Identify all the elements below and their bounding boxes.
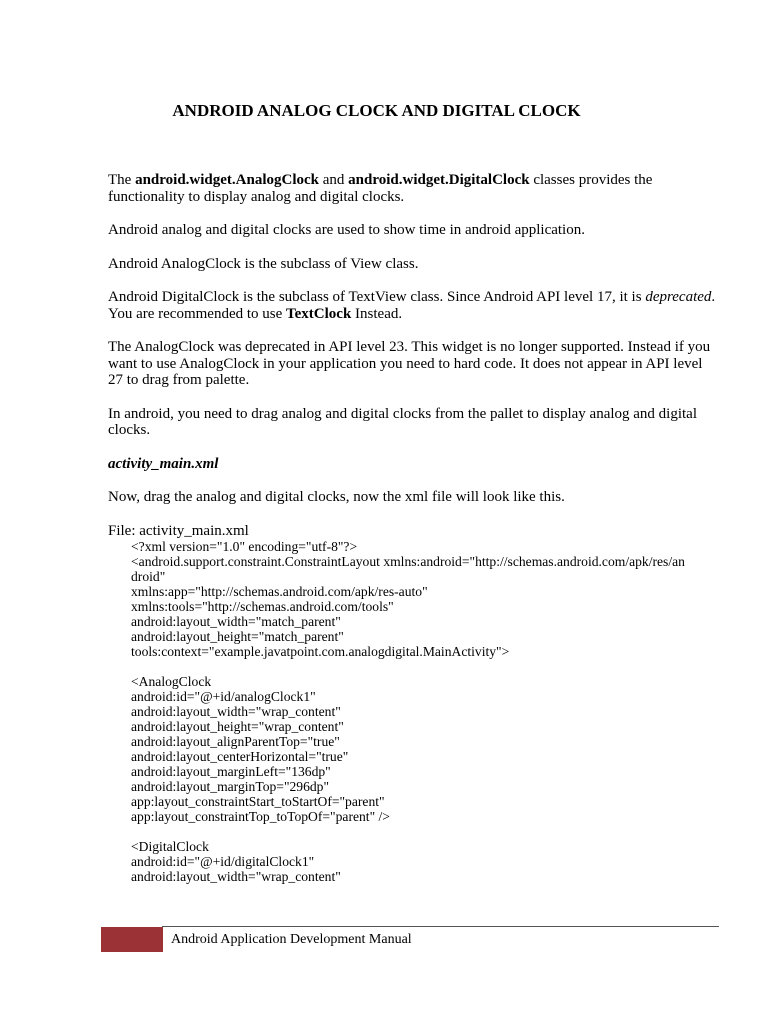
digitalclock-paragraph	[108, 289, 720, 322]
drag-paragraph: In android, you need to drag analog and digital clocks from the pallet to display analog and digital clocks.	[108, 405, 698, 438]
digitalclock-text-2: . You are recommended to use	[108, 289, 716, 322]
code-line: <DigitalClock	[131, 839, 209, 854]
document-body	[108, 172, 720, 884]
code-line: <android.support.constraint.ConstraintLayout xmlns:android="http://schemas.android.com/apk/res/an	[131, 554, 685, 569]
code-line: xmlns:tools="http://schemas.android.com/tools"	[131, 599, 394, 614]
footer-accent-block	[101, 927, 163, 952]
analog-class-name: android.widget.AnalogClock	[135, 172, 319, 188]
page-title: ANDROID ANALOG CLOCK AND DIGITAL CLOCK	[172, 101, 581, 120]
code-line: android:layout_marginLeft="136dp"	[131, 764, 331, 779]
textclock-word: TextClock	[286, 305, 352, 322]
xml-intro-paragraph: Now, drag the analog and digital clocks, now the xml file will look like this.	[108, 489, 565, 505]
code-line: android:layout_width="wrap_content"	[131, 704, 341, 719]
section-heading	[108, 456, 720, 473]
intro-text-3: classes provides the functionality to display analog and digital clocks.	[108, 172, 653, 205]
code-line: android:id="@+id/analogClock1"	[131, 689, 316, 704]
footer-text: Android Application Development Manual	[171, 932, 412, 947]
usage-paragraph: Android analog and digital clocks are used to show time in android application.	[108, 222, 585, 238]
code-line: droid"	[131, 569, 166, 584]
code-line: android:layout_width="match_parent"	[131, 614, 341, 629]
code-line: android:layout_marginTop="296dp"	[131, 779, 330, 794]
code-line: android:layout_alignParentTop="true"	[131, 734, 340, 749]
code-line: android:id="@+id/digitalClock1"	[131, 854, 315, 869]
code-line	[131, 824, 720, 839]
code-block	[131, 539, 720, 884]
digitalclock-text-3: Instead.	[351, 305, 403, 322]
code-line: <AnalogClock	[131, 674, 212, 689]
footer-divider	[162, 926, 719, 927]
intro-paragraph	[108, 172, 720, 205]
code-line: <?xml version="1.0" encoding="utf-8"?>	[131, 539, 358, 554]
code-line	[131, 659, 720, 674]
file-label: File: activity_main.xml	[108, 522, 249, 539]
code-line: app:layout_constraintStart_toStartOf="parent"	[131, 794, 385, 809]
section-heading-text: activity_main.xml	[108, 455, 219, 472]
code-line: android:layout_height="match_parent"	[131, 629, 344, 644]
analogclock-subclass-paragraph: Android AnalogClock is the subclass of View class.	[108, 255, 419, 272]
code-line: android:layout_width="wrap_content"	[131, 869, 341, 884]
code-line: android:layout_centerHorizontal="true"	[131, 749, 349, 764]
digitalclock-text-1: Android DigitalClock is the subclass of TextView class. Since Android API level 17, it is	[108, 289, 646, 305]
intro-text-2: and	[319, 172, 349, 188]
code-line: app:layout_constraintTop_toTopOf="parent" />	[131, 809, 390, 824]
code-line: xmlns:app="http://schemas.android.com/apk/res-auto"	[131, 584, 428, 599]
code-line: android:layout_height="wrap_content"	[131, 719, 344, 734]
deprecated-word: deprecated	[645, 289, 712, 305]
intro-text-1: The	[108, 172, 136, 188]
digital-class-name: android.widget.DigitalClock	[348, 172, 530, 188]
code-line: tools:context="example.javatpoint.com.analogdigital.MainActivity">	[131, 644, 510, 659]
deprecation-paragraph: The AnalogClock was deprecated in API level 23. This widget is no longer supported. Instead if you want to use AnalogClock in your application you need to hard code. It does not appear in API level 27 to drag from palette.	[108, 339, 711, 388]
